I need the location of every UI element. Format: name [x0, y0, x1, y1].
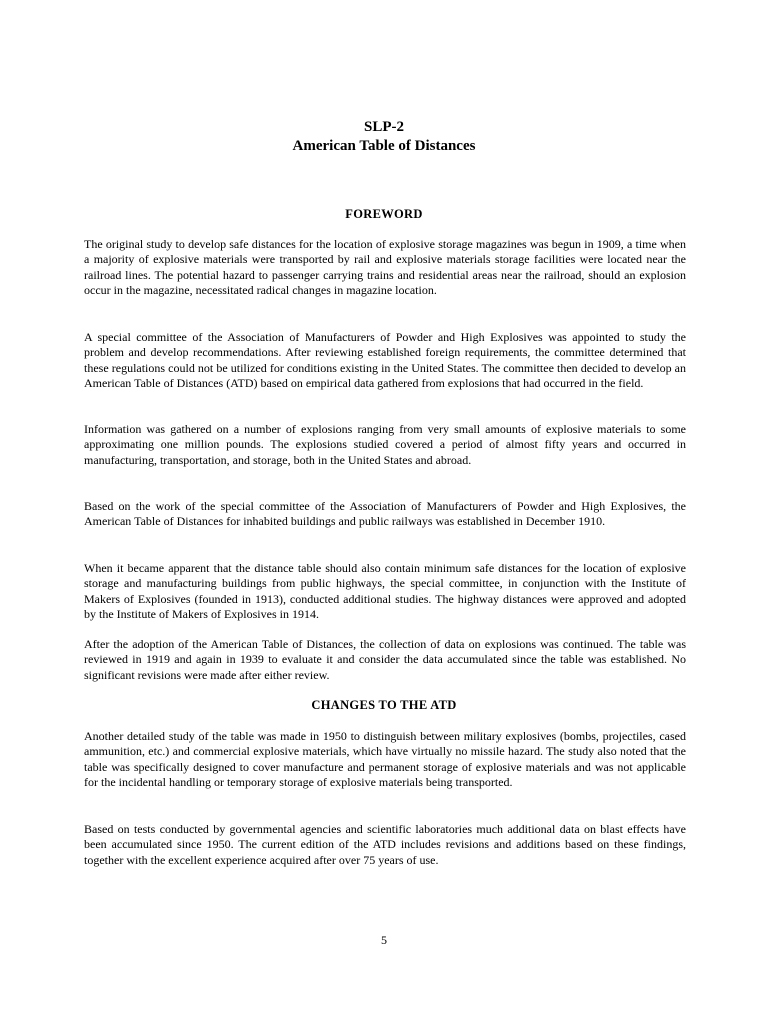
foreword-paragraph: When it became apparent that the distance table should also contain minimum safe distances for the location of explosive storage and manufacturing buildings from public highways, the special committee, in conjunction with the Institute of Makers of Explosives (founded in 1913), conducted additional studies. The highway distances were approved and adopted by the Institute of Makers of Explosives in 1914. [84, 561, 686, 622]
foreword-paragraph: After the adoption of the American Table of Distances, the collection of data on explosions was continued. The table was reviewed in 1919 and again in 1939 to evaluate it and consider the data accumulated since the table was established. No significant revisions were made after either review. [84, 637, 686, 682]
foreword-paragraph: A special committee of the Association of Manufacturers of Powder and High Explosives was appointed to study the problem and develop recommendations. After reviewing established foreign requirements, the committee determined that these regulations could not be utilized for conditions existing in the United States. The committee then decided to develop an American Table of Distances (ATD) based on empirical data gathered from explosions that had occurred in the field. [84, 330, 686, 391]
changes-paragraph: Another detailed study of the table was made in 1950 to distinguish between military explosives (bombs, projectiles, cased ammunition, etc.) and commercial explosive materials, which have virtually no missile hazard. The study also noted that the table was specifically designed to cover manufacture and permanent storage of explosive materials and was not applicable for the incidental handling or temporary storage of explosive materials being transported. [84, 729, 686, 790]
foreword-paragraph: Based on the work of the special committee of the Association of Manufacturers of Powder and High Explosives, the American Table of Distances for inhabited buildings and public railways was established in December 1910. [84, 499, 686, 529]
document-id: SLP-2 [363, 119, 404, 135]
foreword-paragraph: The original study to develop safe distances for the location of explosive storage magazines was begun in 1909, a time when a majority of explosive materials were transported by rail and explosive materials storage facilities were located near the railroad lines. The potential hazard to passenger carrying trains and residential areas near the railroad, should an explosion occur in the magazine, necessitated radical changes in magazine location. [84, 237, 686, 298]
changes-heading: CHANGES TO THE ATD [311, 698, 457, 712]
page-number: 5 [381, 933, 387, 947]
foreword-heading: FOREWORD [345, 207, 423, 221]
document-title: American Table of Distances [292, 138, 476, 154]
changes-paragraph: Based on tests conducted by governmental agencies and scientific laboratories much additional data on blast effects have been accumulated since 1950. The current edition of the ATD includes revisions and additions based on these findings, together with the excellent experience acquired after over 75 years of use. [84, 822, 686, 867]
foreword-paragraph: Information was gathered on a number of explosions ranging from very small amounts of explosive materials to some approximating one million pounds. The explosions studied covered a period of almost fifty years and occurred in manufacturing, transportation, and storage, both in the United States and abroad. [84, 422, 686, 467]
